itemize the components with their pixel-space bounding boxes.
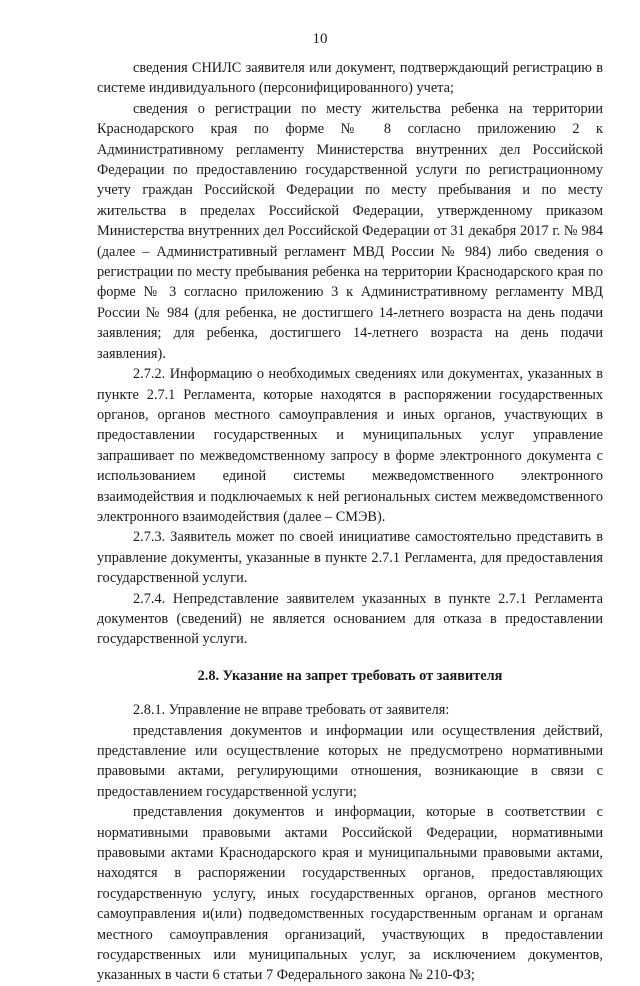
paragraph: 2.7.3. Заявитель может по своей инициативе самостоятельно представить в управление документы, указанные в пункте 2.7.1 Регламента, для предоставления государственной услуги. <box>97 529 603 587</box>
section-heading: 2.8. Указание на запрет требовать от заявителя <box>197 667 503 684</box>
paragraph: 2.7.4. Непредставление заявителем указанных в пункте 2.7.1 Регламента документов (сведений) не является основанием для отказа в предоставлении государственной услуги. <box>97 590 603 648</box>
paragraph: 2.7.2. Информацию о необходимых сведениях или документах, указанных в пункте 2.7.1 Регламента, которые находятся в распоряжении государственных органов, органов местного самоуправления и иных органов, участвующих в предоставлении государственных и муниципальных услуг управление запрашивает по межведомственному запросу в форме электронного документа с использованием единой системы межведомственного электронного взаимодействия и подключаемых к ней региональных систем межведомственного электронного взаимодействия (далее – СМЭВ). <box>97 366 603 525</box>
page-number: 10 <box>312 31 328 47</box>
paragraph: сведения СНИЛС заявителя или документ, подтверждающий регистрацию в системе индивидуального (персонифицированного) учета; <box>97 60 603 97</box>
document-body <box>97 58 603 986</box>
paragraph: представления документов и информации, которые в соответствии с нормативными правовыми актами Российской Федерации, нормативными правовыми актами Краснодарского края и муниципальными правовыми актами, находятся в распоряжении государственных органов, предоставляющих государственную услугу, иных государственных органов, органов местного самоуправления и(или) подведомственных государственным органам и органам местного самоуправления организаций, участвующих в предоставлении государственных или муниципальных услуг, за исключением документов, указанных в части 6 статьи 7 Федерального закона № 210-ФЗ; <box>97 804 603 984</box>
paragraph: сведения о регистрации по месту жительства ребенка на территории Краснодарского края по форме № 8 согласно приложению 2 к Административному регламенту Министерства внутренних дел Российской Федерации по предоставлению государственной услуги по регистрационному учету граждан Российской Федерации по месту пребывания и по месту жительства в пределах Российской Федерации, утвержденному приказом Министерства внутренних дел Российской Федерации от 31 декабря 2017 г. № 984 (далее – Административный регламент МВД России № 984) либо сведения о регистрации по месту пребывания ребенка на территории Краснодарского края по форме № 3 согласно приложению 3 к Административному регламенту МВД России № 984 (для ребенка, не достигшего 14-летнего возраста на день подачи заявления; для ребенка, достигшего 14-летнего возраста на день подачи заявления). <box>97 100 603 362</box>
paragraph: представления документов и информации или осуществления действий, представление или осуществление которых не предусмотрено нормативными правовыми актами, регулирующими отношения, возникающие в связи с предоставлением государственной услуги; <box>97 722 603 800</box>
paragraph: 2.8.1. Управление не вправе требовать от заявителя: <box>133 702 450 719</box>
